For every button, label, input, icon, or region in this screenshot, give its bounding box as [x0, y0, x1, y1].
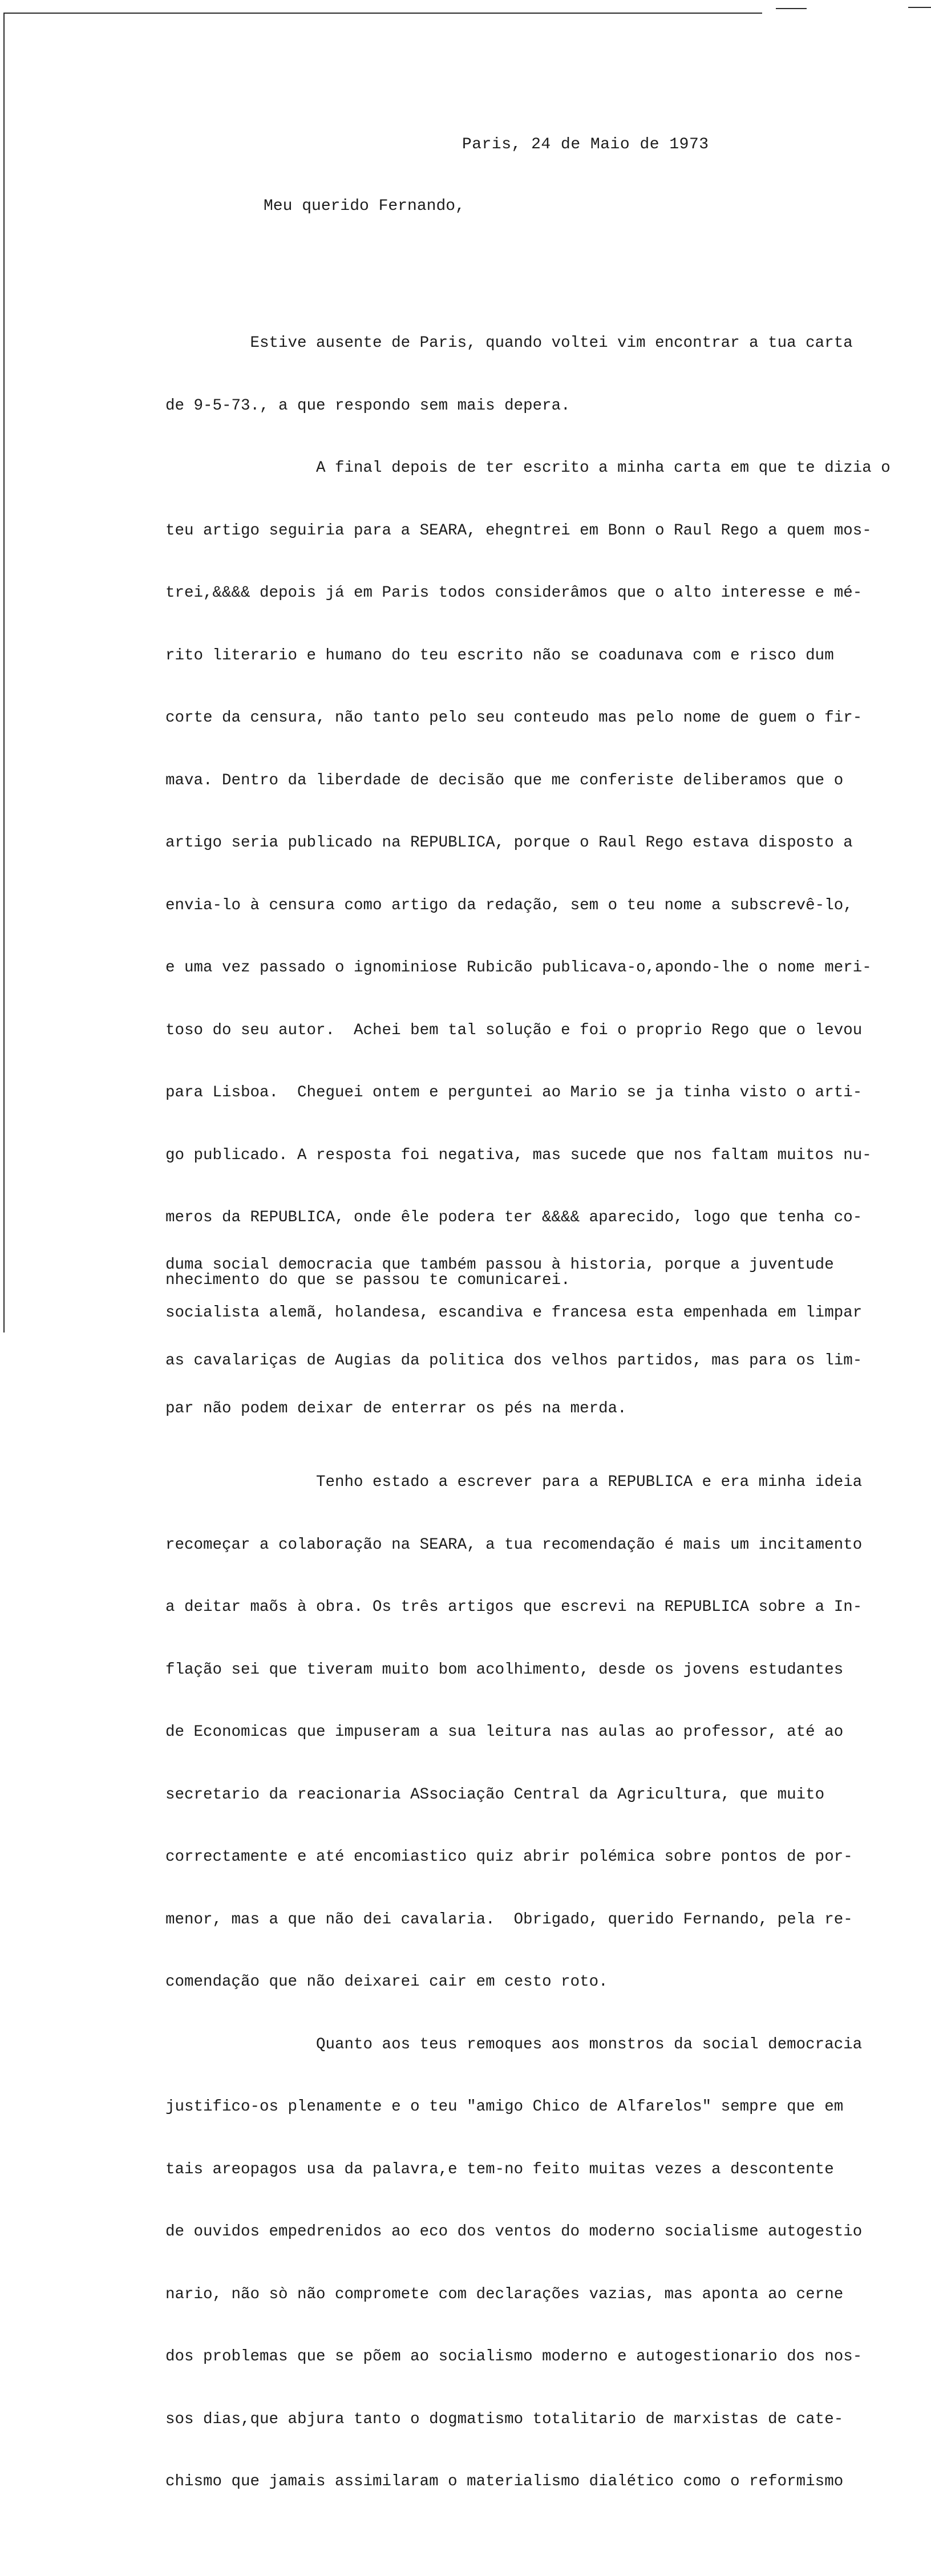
letter-date: Paris, 24 de Maio de 1973 [462, 136, 709, 153]
text-line: e uma vez passado o ignominiose Rubicão publicava-o,apondo-lhe o nome meri- [165, 959, 872, 977]
text-line: corte da censura, não tanto pelo seu conteudo mas pelo nome de guem o fir- [165, 709, 863, 727]
text-line: nario, não sò não compromete com declarações vazias, mas aponta ao cerne [165, 2285, 844, 2303]
text-line: sos dias,que abjura tanto o dogmatismo totalitario de marxistas de cate- [165, 2410, 844, 2428]
text-line: correctamente e até encomiastico quiz abrir polémica sobre pontos de por- [165, 1848, 853, 1866]
text-line: envia-lo à censura como artigo da redação, sem o teu nome a subscrevê-lo, [165, 896, 853, 914]
text-line: duma social democracia que também passou à historia, porque a juventude [165, 1256, 834, 1274]
text-line: de 9-5-73., a que respondo sem mais depera. [165, 396, 570, 415]
text-line: secretario da reacionaria ASsociação Central da Agricultura, que muito [165, 1785, 825, 1804]
text-line: de Economicas que impuseram a sua leitura nas aulas ao professor, até ao [165, 1723, 844, 1741]
text-line: para Lisboa. Cheguei ontem e perguntei ao Mario se ja tinha visto o arti- [165, 1084, 863, 1101]
text-line: nhecimento do que se passou te comunicarei. [165, 1271, 570, 1289]
text-line: flação sei que tiveram muito bom acolhimento, desde os jovens estudantes [165, 1660, 844, 1679]
scan-border-top [3, 13, 762, 14]
paragraph [165, 1431, 907, 2534]
text-line: dos problemas que se põem ao socialismo moderno e autogestionario dos nos- [165, 2348, 863, 2366]
text-line: trei,&&&& depois já em Paris todos considerâmos que o alto interesse e mé- [165, 584, 863, 602]
text-line: teu artigo seguiria para a SEARA, ehegntrei em Bonn o Raul Rego a quem mos- [165, 521, 872, 540]
text-line: comendação que não deixarei cair em cesto roto. [165, 1973, 608, 1991]
letter-salutation: Meu querido Fernando, [264, 197, 465, 215]
text-line: recomeçar a colaboração na SEARA, a tua recomendação é mais um incitamento [165, 1536, 863, 1554]
text-line: tais areopagos usa da palavra,e tem-no feito muitas vezes a descontente [165, 2160, 834, 2178]
text-line: artigo seria publicado na REPUBLICA, porque o Raul Rego estava disposto a [165, 834, 853, 852]
scan-border-fragment [776, 8, 807, 9]
text-line: socialista alemã, holandesa, escandiva e francesa esta empenhada em limpar [165, 1304, 863, 1322]
letter-closing-lines [165, 1225, 907, 1449]
text-line: Tenho estado a escrever para a REPUBLICA e era minha ideia [165, 1473, 863, 1491]
text-line: par não podem deixar de enterrar os pés na merda. [165, 1400, 627, 1417]
text-line: go publicado. A resposta foi negativa, mas sucede que nos faltam muitos nu- [165, 1146, 872, 1164]
scan-border-left [3, 13, 5, 1332]
text-line: as cavalariças de Augias da politica dos velhos partidos, mas para os lim- [165, 1352, 863, 1370]
text-line: toso do seu autor. Achei bem tal solução e foi o proprio Rego que o levou [165, 1021, 863, 1039]
text-line: mava. Dentro da liberdade de decisão que me conferiste deliberamos que o [165, 771, 844, 789]
text-line: justifico-os plenamente e o teu "amigo Chico de Alfarelos" sempre que em [165, 2098, 844, 2116]
scan-border-fragment [908, 7, 931, 8]
text-line: rito literario e humano do teu escrito não se coadunava com e risco dum [165, 646, 834, 665]
text-line: chismo que jamais assimilaram o materialismo dialético como o reformismo [165, 2473, 844, 2490]
text-line: Quanto aos teus remoques aos monstros da social democracia [165, 2035, 863, 2053]
text-line: a deitar maõs à obra. Os três artigos que escrevi na REPUBLICA sobre a In- [165, 1598, 863, 1616]
text-line: Estive ausente de Paris, quando voltei vim encontrar a tua carta [165, 334, 853, 352]
text-line: menor, mas a que não dei cavalaria. Obrigado, querido Fernando, pela re- [165, 1910, 853, 1929]
paragraph [165, 291, 907, 1332]
text-line: de ouvidos empedrenidos ao eco dos ventos do moderno socialisme autogestio [165, 2223, 863, 2241]
text-line: meros da REPUBLICA, onde êle podera ter &&&& aparecido, logo que tenha co- [165, 1209, 863, 1226]
text-line: A final depois de ter escrito a minha carta em que te dizia o [165, 459, 890, 477]
